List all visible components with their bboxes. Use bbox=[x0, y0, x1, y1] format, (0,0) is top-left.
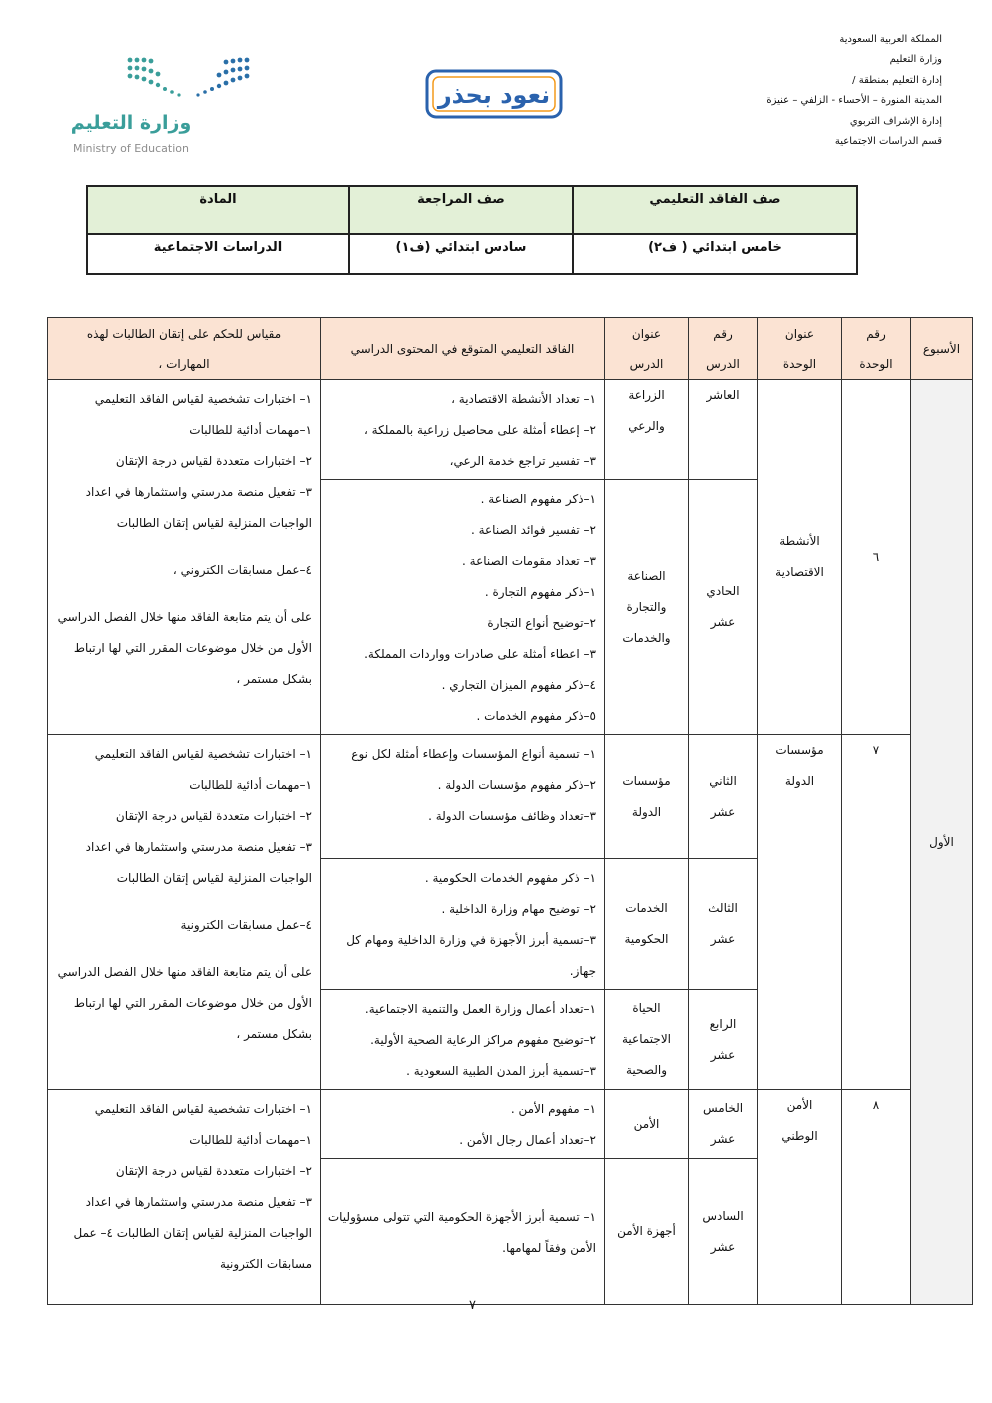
list-item: ٢–توضيح مفهوم مراكز الرعاية الصحية الأولية. bbox=[370, 1033, 596, 1047]
lesson-number: الخامس عشر bbox=[689, 1090, 758, 1159]
info-subject: الدراسات الاجتماعية bbox=[87, 234, 349, 274]
gov-line: المملكة العربية السعودية bbox=[839, 34, 942, 45]
grade-info-table bbox=[86, 185, 858, 275]
mastery-measure-list bbox=[48, 380, 321, 735]
expected-loss-list bbox=[321, 990, 605, 1090]
expected-loss-list bbox=[321, 859, 605, 990]
list-item: ١–مهمات أدائية للطالبات bbox=[189, 1133, 312, 1147]
list-item: ٤–عمل مسابقات الكترونية bbox=[180, 918, 312, 932]
expected-loss-list bbox=[321, 735, 605, 859]
list-item: ٢– اختبارات متعددة لقياس درجة الإتقان bbox=[115, 809, 312, 823]
lesson-title: الأمن bbox=[605, 1090, 689, 1159]
lesson-number: العاشر bbox=[689, 380, 758, 480]
week-cell: الأول bbox=[911, 380, 973, 1305]
learning-loss-plan-table bbox=[47, 317, 973, 1305]
list-item: ١– اختبارات تشخصية لقياس الفاقد التعليمي bbox=[94, 747, 312, 761]
table-row bbox=[48, 380, 973, 480]
lesson-title: الصناعة والتجارة والخدمات bbox=[605, 480, 689, 735]
list-item: ١–تعداد أعمال وزارة العمل والتنمية الاجتماعية. bbox=[364, 1002, 596, 1016]
unit-number: ٧ bbox=[842, 735, 911, 1090]
gov-line: قسم الدراسات الاجتماعية bbox=[834, 136, 942, 148]
list-item: ٣–تعداد وظائف مؤسسات الدولة . bbox=[428, 809, 596, 823]
gov-line: إدارة الإشراف التربوي bbox=[849, 115, 942, 127]
list-item: ٤–عمل مسابقات الكتروني ، bbox=[172, 563, 312, 577]
header-lesson-number: رقم الدرس bbox=[689, 318, 758, 380]
svg-text:نعود بحذر: نعود بحذر bbox=[437, 81, 551, 109]
list-item: ٣–تسمية أبرز المدن الطبية السعودية . bbox=[406, 1064, 596, 1078]
header-lesson-title: عنوان الدرس bbox=[605, 318, 689, 380]
info-header-row bbox=[87, 186, 857, 234]
list-item: ١–مهمات أدائية للطالبات bbox=[189, 778, 312, 792]
list-item: ٢– اختبارات متعددة لقياس درجة الإتقان bbox=[115, 1164, 312, 1178]
info-header-subject: المادة bbox=[87, 186, 349, 234]
moe-logo-arabic: وزارة التعليم bbox=[70, 112, 192, 134]
campaign-logo bbox=[425, 68, 563, 120]
list-item: ٢– اختبارات متعددة لقياس درجة الإتقان bbox=[115, 454, 312, 468]
expected-loss-list bbox=[321, 480, 605, 735]
header-mastery-measure: مقياس للحكم على إتقان الطالبات لهذه المهارات ، bbox=[48, 318, 321, 380]
gov-line: وزارة التعليم bbox=[889, 54, 942, 66]
gov-line: إدارة التعليم بمنطقة / bbox=[852, 74, 942, 86]
list-item: ٣–تسمية أبرز الأجهزة في وزارة الداخلية ومهام كل جهاز. bbox=[346, 933, 596, 978]
header-week: الأسبوع bbox=[911, 318, 973, 380]
list-item: ٢–تعداد أعمال رجال الأمن . bbox=[459, 1133, 596, 1147]
list-item: ٣– تفعيل منصة مدرستي واستثمارها في اعداد الواجبات المنزلية لقياس إتقان الطالبات bbox=[85, 485, 312, 530]
gov-line: المدينة المنورة – الأحساء - الزلفي – عنيزة bbox=[766, 95, 942, 107]
unit-number: ٦ bbox=[842, 380, 911, 735]
list-item: ١– تعداد الأنشطة الاقتصادية ، bbox=[451, 392, 596, 406]
list-item: ٢–ذكر مفهوم مؤسسات الدولة . bbox=[437, 778, 596, 792]
unit-number: ٨ bbox=[842, 1090, 911, 1305]
expected-loss-list bbox=[321, 380, 605, 480]
list-item: ٢– تفسير فوائد الصناعة . bbox=[470, 523, 596, 537]
lesson-title: الخدمات الحكومية bbox=[605, 859, 689, 990]
list-item: ٤–ذكر مفهوم الميزان التجاري . bbox=[441, 678, 596, 692]
list-item: ١– تسمية أبرز الأجهزة الحكومية التي تتولى مسؤوليات الأمن وفقاً لمهامها. bbox=[327, 1209, 596, 1255]
info-review-grade: سادس ابتدائي (ف١) bbox=[349, 234, 573, 274]
list-item: ١– اختبارات تشخصية لقياس الفاقد التعليمي bbox=[94, 1102, 312, 1116]
list-item: ٢– إعطاء أمثلة على محاصيل زراعية بالمملكة ، bbox=[363, 423, 596, 437]
moe-dots-emblem bbox=[62, 50, 254, 110]
lesson-title: الحياة الاجتماعية والصحية bbox=[605, 990, 689, 1090]
mastery-measure-list bbox=[48, 735, 321, 1090]
ministry-of-education-logo bbox=[62, 50, 254, 160]
expected-loss-list bbox=[321, 1090, 605, 1159]
ministry-header-text bbox=[757, 30, 942, 152]
list-item: ١–ذكر مفهوم التجارة . bbox=[484, 585, 596, 599]
lesson-title: أجهزة الأمن bbox=[605, 1159, 689, 1305]
list-item: ٣– تعداد مقومات الصناعة . bbox=[462, 554, 596, 568]
header-expected-loss: الفاقد التعليمي المتوقع في المحتوى الدراسي bbox=[321, 318, 605, 380]
expected-loss-list bbox=[321, 1159, 605, 1305]
lesson-number: الحادي عشر bbox=[689, 480, 758, 735]
lesson-title: الزراعة والرعي bbox=[605, 380, 689, 480]
info-value-row bbox=[87, 234, 857, 274]
info-header-review-grade: صف المراجعة bbox=[349, 186, 573, 234]
lesson-number: الثاني عشر bbox=[689, 735, 758, 859]
list-item: ١–ذكر مفهوم الصناعة . bbox=[480, 492, 596, 506]
list-item: ١– ذكر مفهوم الخدمات الحكومية . bbox=[424, 871, 596, 885]
info-loss-grade: خامس ابتدائي ( ف٢) bbox=[573, 234, 857, 274]
moe-logo-english: Ministry of Education bbox=[72, 142, 189, 155]
unit-title: مؤسسات الدولة bbox=[758, 735, 842, 1090]
list-item: ٣– تفسير تراجع خدمة الرعي، bbox=[449, 454, 596, 468]
lesson-number: الرابع عشر bbox=[689, 990, 758, 1090]
list-item: على أن يتم متابعة الفاقد منها خلال الفصل الدراسي الأول من خلال موضوعات المقرر التي لها ارتباط بشكل مستمر ، bbox=[57, 965, 312, 1041]
list-item: ١– اختبارات تشخصية لقياس الفاقد التعليمي bbox=[94, 392, 312, 406]
table-row bbox=[48, 1090, 973, 1159]
lesson-number: السادس عشر bbox=[689, 1159, 758, 1305]
unit-title: الأنشطة الاقتصادية bbox=[758, 380, 842, 735]
list-item: ٣– اعطاء أمثلة على صادرات وواردات المملكة. bbox=[364, 647, 596, 661]
list-item: ١– مفهوم الأمن . bbox=[510, 1102, 596, 1116]
list-item: ٢–توضيح أنواع التجارة bbox=[487, 616, 596, 630]
list-item: ٥–ذكر مفهوم الخدمات . bbox=[476, 709, 596, 723]
list-item: ٣– تفعيل منصة مدرستي واستثمارها في اعداد الواجبات المنزلية لقياس إتقان الطالبات ٤– عمل مسابقات الكترونية bbox=[73, 1195, 312, 1271]
lesson-number: الثالث عشر bbox=[689, 859, 758, 990]
page-number: ٧ bbox=[469, 1298, 476, 1313]
list-item: ٢– توضيح مهام وزارة الداخلية . bbox=[441, 902, 596, 916]
lesson-title: مؤسسات الدولة bbox=[605, 735, 689, 859]
list-item: ١–مهمات أدائية للطالبات bbox=[189, 423, 312, 437]
list-item: على أن يتم متابعة الفاقد منها خلال الفصل الدراسي الأول من خلال موضوعات المقرر التي لها ارتباط بشكل مستمر ، bbox=[57, 610, 312, 686]
header-unit-title: عنوان الوحدة bbox=[758, 318, 842, 380]
plan-header-row bbox=[48, 318, 973, 380]
list-item: ١– تسمية أنواع المؤسسات وإعطاء أمثلة لكل نوع bbox=[351, 747, 596, 761]
list-item: ٣– تفعيل منصة مدرستي واستثمارها في اعداد الواجبات المنزلية لقياس إتقان الطالبات bbox=[85, 840, 312, 885]
mastery-measure-list bbox=[48, 1090, 321, 1305]
table-row bbox=[48, 735, 973, 859]
unit-title: الأمن الوطني bbox=[758, 1090, 842, 1305]
info-header-loss-grade: صف الفاقد التعليمي bbox=[573, 186, 857, 234]
header-unit-number: رقم الوحدة bbox=[842, 318, 911, 380]
